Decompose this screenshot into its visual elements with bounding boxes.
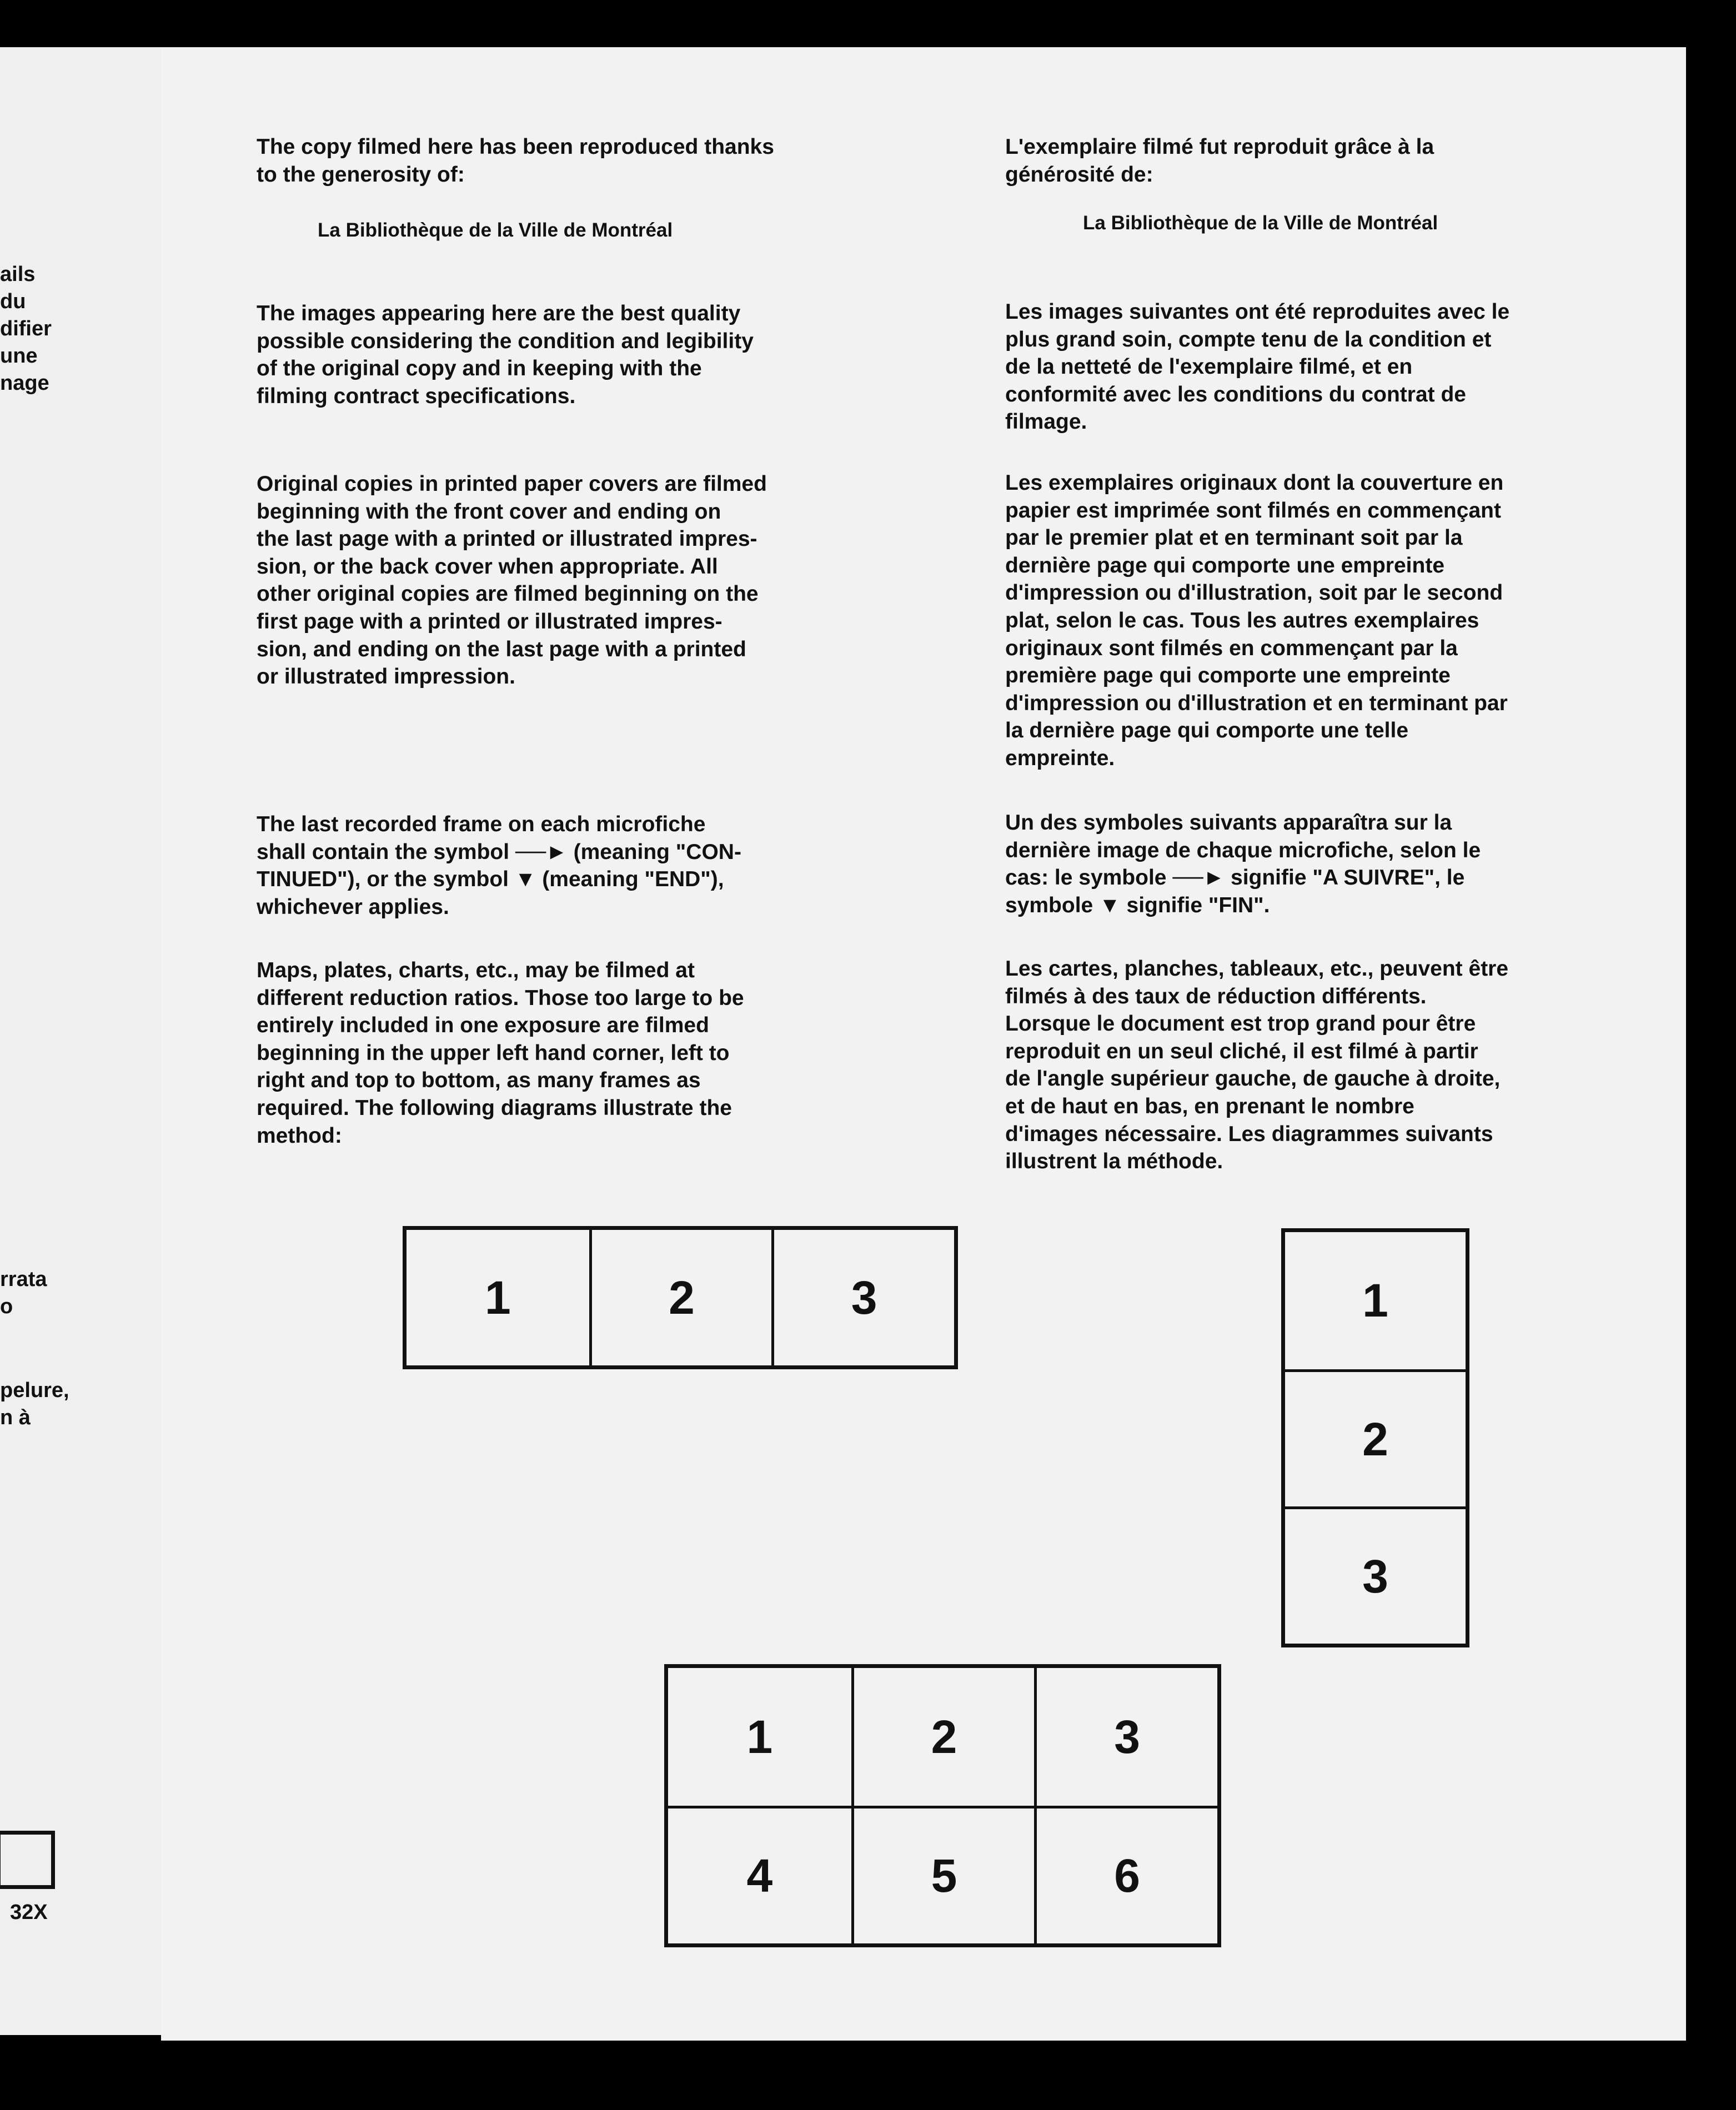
text-line: première page qui comporte une empreinte <box>1005 664 1451 688</box>
text-line: TINUED"), or the symbol ▼ (meaning "END"), <box>257 867 724 892</box>
text-line: de la netteté de l'exemplaire filmé, et en <box>1005 355 1413 379</box>
text-line: et de haut en bas, en prenant le nombre <box>1005 1094 1414 1118</box>
margin-fragments-bottom <box>0 1377 69 1431</box>
fragment-line: nage <box>0 371 49 395</box>
text-line: sion, or the back cover when appropriate. All <box>257 554 718 579</box>
text-line: other original copies are filmed beginning on the <box>257 582 759 606</box>
fr-paragraph-4 <box>1005 809 1627 919</box>
reduction-target-box <box>0 1831 55 1889</box>
microfiche-notice-page <box>161 47 1686 2041</box>
frame-cell: 1 <box>1362 1274 1388 1327</box>
horizontal-frames-diagram <box>403 1226 958 1369</box>
vertical-frames-diagram <box>1281 1228 1469 1647</box>
text-line: possible considering the condition and legibility <box>257 329 754 353</box>
text-line: method: <box>257 1123 342 1148</box>
text-line: required. The following diagrams illustrate the <box>257 1096 732 1120</box>
text-line: the last page with a printed or illustrated impres- <box>257 527 757 551</box>
grid-frames-diagram <box>664 1664 1221 1947</box>
text-line: Maps, plates, charts, etc., may be filmed at <box>257 958 695 982</box>
fragment-line: du <box>0 290 26 313</box>
margin-fragments-top <box>0 261 52 397</box>
fragment-line: o <box>0 1295 13 1318</box>
fragment-line: n à <box>0 1406 31 1429</box>
text-line: plus grand soin, compte tenu de la condition et <box>1005 327 1492 351</box>
fr-paragraph-5 <box>1005 955 1627 1175</box>
fragment-line: une <box>0 344 38 368</box>
text-line: conformité avec les conditions du contrat de <box>1005 382 1466 406</box>
text-line: Un des symboles suivants apparaîtra sur la <box>1005 811 1452 835</box>
en-paragraph-4 <box>257 811 884 921</box>
fragment-line: pelure, <box>0 1379 69 1402</box>
frame-cell: 3 <box>1034 1668 1217 1806</box>
text-line: first page with a printed or illustrated impres- <box>257 609 723 634</box>
en-paragraph-1 <box>257 133 884 188</box>
text-line: shall contain the symbol ──► (meaning "CON- <box>257 840 741 864</box>
text-line: L'exemplaire filmé fut reproduit grâce à la <box>1005 135 1434 159</box>
text-line: plat, selon le cas. Tous les autres exemplaires <box>1005 608 1479 632</box>
text-line: filmage. <box>1005 410 1087 434</box>
text-line: different reduction ratios. Those too large to be <box>257 986 744 1010</box>
fr-paragraph-2 <box>1005 298 1627 436</box>
text-line: sion, and ending on the last page with a printed <box>257 637 746 661</box>
frame-cell: 1 <box>484 1271 511 1324</box>
text-line: Les exemplaires originaux dont la couverture en <box>1005 471 1504 495</box>
margin-fragments-middle <box>0 1266 47 1320</box>
frame-cell: 3 <box>771 1230 954 1365</box>
text-line: filmés à des taux de réduction différents. <box>1005 984 1427 1008</box>
text-line: par le premier plat et en terminant soit par la <box>1005 526 1463 550</box>
frame-cell: 5 <box>851 1806 1035 1943</box>
fragment-line: rrata <box>0 1268 47 1291</box>
fr-library-name: La Bibliothèque de la Ville de Montréal <box>1083 212 1438 234</box>
text-line: Les cartes, planches, tableaux, etc., peuvent être <box>1005 957 1509 981</box>
previous-page-strip <box>0 47 177 2035</box>
fragment-line: ails <box>0 263 36 286</box>
text-line: beginning with the front cover and ending on <box>257 499 721 524</box>
text-line: filming contract specifications. <box>257 384 576 408</box>
en-library-name: La Bibliothèque de la Ville de Montréal <box>318 219 673 241</box>
text-line: of the original copy and in keeping with the <box>257 356 702 381</box>
en-paragraph-2 <box>257 300 884 410</box>
text-line: beginning in the upper left hand corner, left to <box>257 1041 730 1065</box>
text-line: empreinte. <box>1005 746 1115 770</box>
text-line: d'impression ou d'illustration, soit par le second <box>1005 581 1503 605</box>
text-line: générosité de: <box>1005 162 1153 187</box>
en-paragraph-5 <box>257 957 884 1149</box>
text-line: d'impression ou d'illustration et en terminant par <box>1005 691 1508 715</box>
frame-cell: 4 <box>668 1806 851 1943</box>
frame-cell: 3 <box>1285 1506 1466 1644</box>
text-line: la dernière page qui comporte une telle <box>1005 719 1409 743</box>
text-line: de l'angle supérieur gauche, de gauche à droite, <box>1005 1067 1501 1091</box>
text-line: illustrent la méthode. <box>1005 1149 1223 1174</box>
fragment-line: difier <box>0 317 52 340</box>
text-line: to the generosity of: <box>257 162 465 187</box>
frame-cell: 2 <box>851 1668 1035 1806</box>
text-line: entirely included in one exposure are filmed <box>257 1013 709 1038</box>
frame-cell: 2 <box>1285 1369 1466 1506</box>
text-line: d'images nécessaire. Les diagrammes suivants <box>1005 1122 1493 1146</box>
text-line: originaux sont filmés en commençant par la <box>1005 636 1458 660</box>
text-line: Les images suivantes ont été reproduites avec le <box>1005 300 1510 324</box>
fr-paragraph-3 <box>1005 469 1627 772</box>
text-line: reproduit en un seul cliché, il est filmé à partir <box>1005 1039 1478 1063</box>
frame-cell: 2 <box>589 1230 772 1365</box>
text-line: cas: le symbole ──► signifie "A SUIVRE", le <box>1005 866 1465 890</box>
text-line: papier est imprimée sont filmés en commençant <box>1005 498 1501 523</box>
text-line: The last recorded frame on each microfiche <box>257 812 706 836</box>
text-line: symbole ▼ signifie "FIN". <box>1005 893 1270 917</box>
text-line: whichever applies. <box>257 895 449 919</box>
text-line: or illustrated impression. <box>257 665 515 689</box>
text-line: The images appearing here are the best quality <box>257 302 741 325</box>
magnification-label: 32X <box>10 1901 48 1924</box>
frame-cell: 1 <box>746 1710 773 1763</box>
text-line: Original copies in printed paper covers are filmed <box>257 472 767 496</box>
en-paragraph-3 <box>257 470 884 691</box>
text-line: The copy filmed here has been reproduced thanks <box>257 135 774 159</box>
text-line: dernière page qui comporte une empreinte <box>1005 553 1445 577</box>
fr-paragraph-1 <box>1005 133 1627 188</box>
text-line: dernière image de chaque microfiche, selon le <box>1005 838 1481 862</box>
frame-cell: 6 <box>1034 1806 1217 1943</box>
text-line: Lorsque le document est trop grand pour être <box>1005 1012 1476 1036</box>
text-line: right and top to bottom, as many frames as <box>257 1068 701 1093</box>
